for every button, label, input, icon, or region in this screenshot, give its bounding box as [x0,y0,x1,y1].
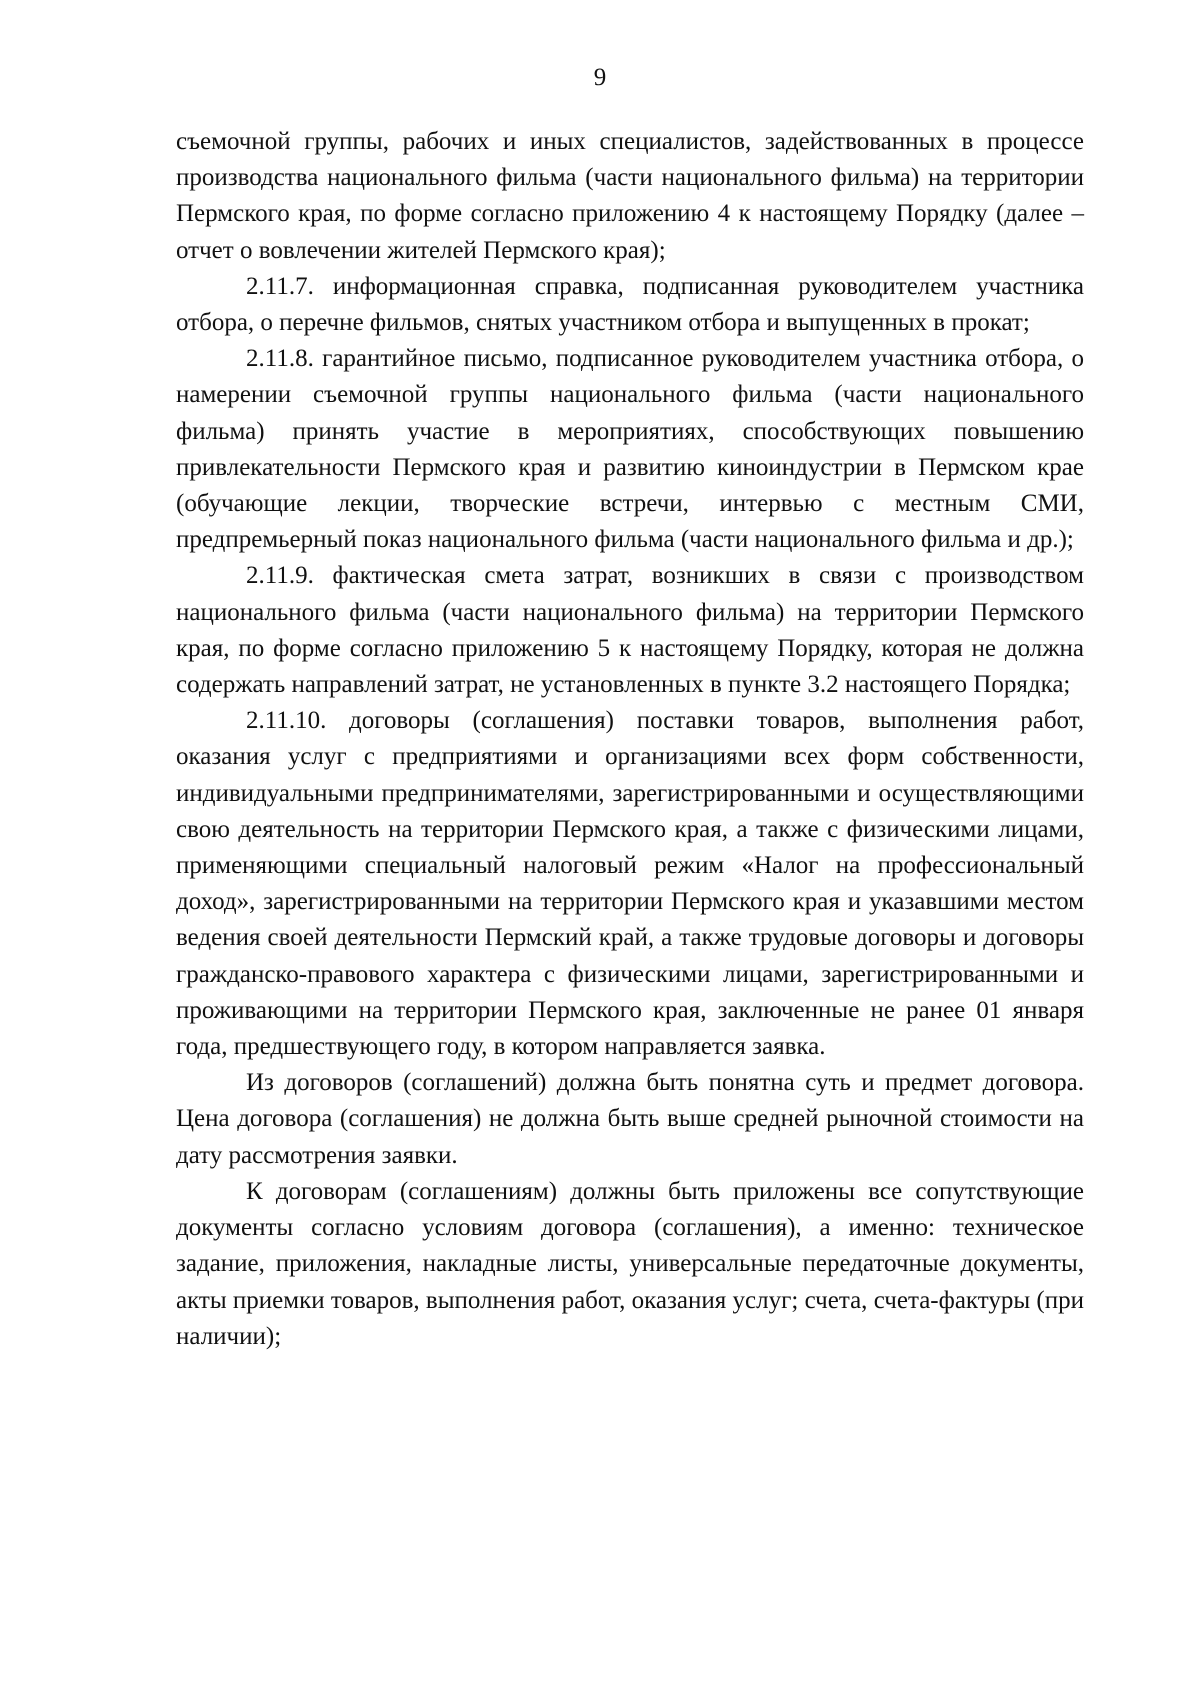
paragraph-2-11-7: 2.11.7. информационная справка, подписанная руководителем участника отбора, о перечне фильмов, снятых участником отбора и выпущенных в прокат; [176,272,1084,337]
paragraph-continuation: съемочной группы, рабочих и иных специалистов, задействованных в процессе производства национального фильма (части национального фильма) на территории Пермского края, по форме согласно приложению 4 к настоящему Порядку (далее – отчет о вовлечении жителей Пермского края); [176,128,1084,264]
page-number: 9 [593,64,607,91]
document-body [176,124,1084,1355]
paragraph-2-11-8: 2.11.8. гарантийное письмо, подписанное руководителем участника отбора, о намерении съемочной группы национального фильма (части национального фильма) принять участие в мероприятиях, способствующих повышению привлекательности Пермского края и развитию киноиндустрии в Пермском крае (обучающие лекции, творческие встречи, интервью с местным СМИ, предпремьерный показ национального фильма (части национального фильма и др.); [176,345,1084,554]
paragraph-contract-terms: Из договоров (соглашений) должна быть понятна суть и предмет договора. Цена договора (соглашения) не должна быть выше средней рыночной стоимости на дату рассмотрения заявки. [176,1069,1084,1169]
paragraph-2-11-10: 2.11.10. договоры (соглашения) поставки товаров, выполнения работ, оказания услуг с предприятиями и организациями всех форм собственности, индивидуальными предпринимателями, зарегистрированными и осуществляющими свою деятельность на территории Пермского края, а также с физическими лицами, применяющими специальный налоговый режим «Налог на профессиональный доход», зарегистрированными на территории Пермского края и указавшими местом ведения своей деятельности Пермский край, а также трудовые договоры и договоры гражданско-правового характера с физическими лицами, зарегистрированными и проживающими на территории Пермского края, заключенные не ранее 01 января года, предшествующего году, в котором направляется заявка. [176,707,1084,1061]
paragraph-attached-documents: К договорам (соглашениям) должны быть приложены все сопутствующие документы согласно условиям договора (соглашения), а именно: техническое задание, приложения, накладные листы, универсальные передаточные документы, акты приемки товаров, выполнения работ, оказания услуг; счета, счета-фактуры (при наличии); [176,1177,1084,1350]
paragraph-2-11-9: 2.11.9. фактическая смета затрат, возникших в связи с производством национального фильма (части национального фильма) на территории Пермского края, по форме согласно приложению 5 к настоящему Порядку, которая не должна содержать направлений затрат, не установленных в пункте 3.2 настоящего Порядка; [176,562,1084,699]
